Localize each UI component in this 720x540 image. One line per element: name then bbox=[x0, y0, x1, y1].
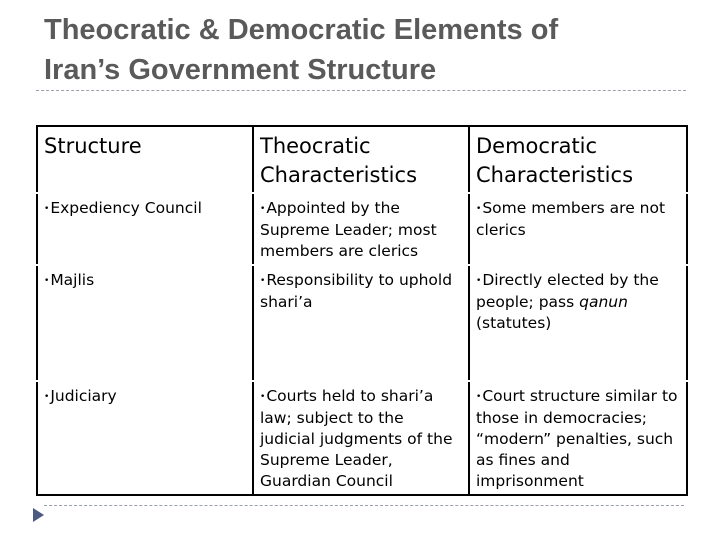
footer-divider bbox=[44, 505, 684, 506]
bullet: • bbox=[476, 204, 482, 214]
structure-name: Expediency Council bbox=[50, 199, 202, 217]
header-structure: Structure bbox=[37, 126, 253, 193]
table-row bbox=[37, 265, 687, 381]
bullet: • bbox=[476, 276, 482, 286]
democratic-text: Court structure similar to those in democracies; “modern” penalties, such as fines and imprisonment bbox=[476, 387, 678, 490]
table-row bbox=[37, 381, 687, 495]
democratic-text-post: (statutes) bbox=[476, 314, 552, 332]
theocratic-text: Courts held to shari’a law; subject to the judicial judgments of the Supreme Leader, Guardian Council bbox=[260, 387, 453, 490]
table-row bbox=[37, 193, 687, 265]
bullet: • bbox=[44, 392, 50, 402]
header-democratic: Democratic Characteristics bbox=[469, 126, 687, 193]
bullet: • bbox=[260, 276, 266, 286]
bullet: • bbox=[44, 276, 50, 286]
structure-cell bbox=[37, 265, 253, 381]
theocratic-cell bbox=[253, 265, 469, 381]
bullet: • bbox=[260, 392, 266, 402]
structure-cell bbox=[37, 381, 253, 495]
title-divider bbox=[36, 90, 686, 91]
bullet: • bbox=[476, 392, 482, 402]
structure-name: Majlis bbox=[50, 271, 95, 289]
democratic-text-pre: Directly elected by the people; pass bbox=[476, 271, 659, 311]
bullet: • bbox=[260, 204, 266, 214]
bullet: • bbox=[44, 204, 50, 214]
theocratic-cell bbox=[253, 193, 469, 265]
theocratic-text: Appointed by the Supreme Leader; most members are clerics bbox=[260, 199, 437, 260]
democratic-text-italic: qanun bbox=[579, 293, 628, 311]
table-header-row bbox=[37, 126, 687, 193]
democratic-cell bbox=[469, 265, 687, 381]
democratic-cell bbox=[469, 381, 687, 495]
democratic-text: Some members are not clerics bbox=[476, 199, 666, 239]
theocratic-cell bbox=[253, 381, 469, 495]
structure-name: Judiciary bbox=[50, 387, 117, 405]
democratic-cell bbox=[469, 193, 687, 265]
play-triangle-icon[interactable] bbox=[33, 508, 44, 522]
header-theocratic: Theocratic Characteristics bbox=[253, 126, 469, 193]
theocratic-text: Responsibility to uphold shari’a bbox=[260, 271, 453, 311]
title-line-1: Theocratic & Democratic Elements of bbox=[44, 14, 559, 46]
title-line-2: Iran’s Government Structure bbox=[44, 54, 437, 86]
slide-title bbox=[44, 10, 704, 90]
structure-cell bbox=[37, 193, 253, 265]
comparison-table bbox=[36, 125, 688, 496]
